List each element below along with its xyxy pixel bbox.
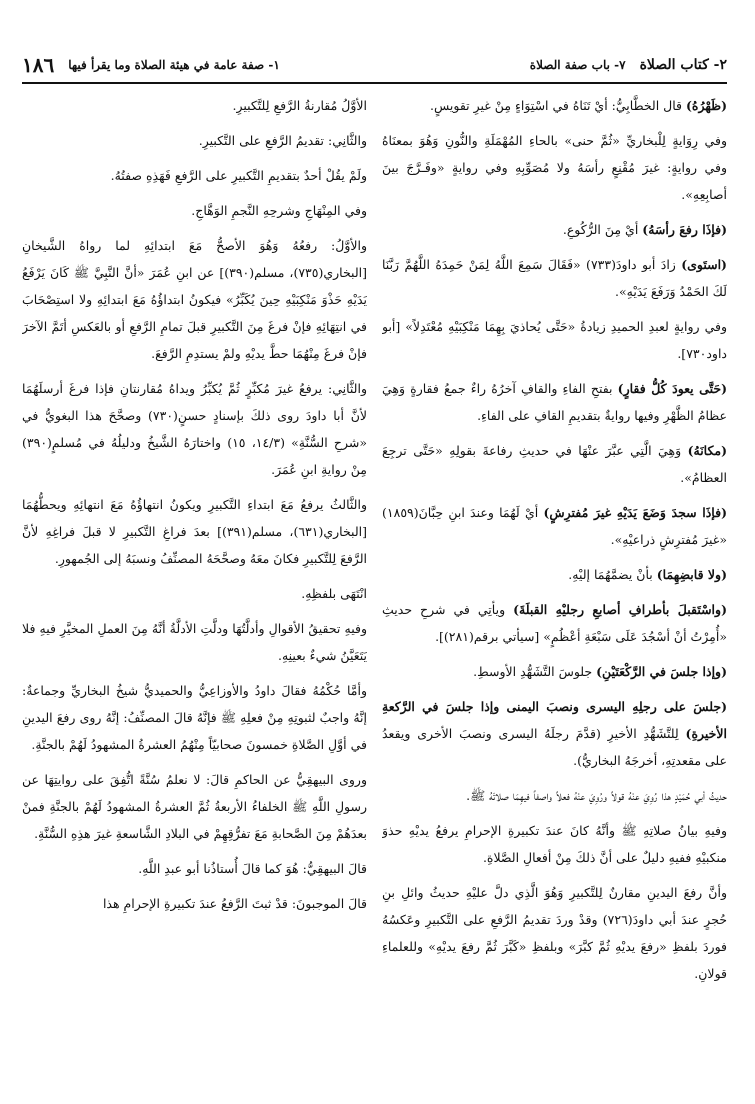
paragraph-lead: (ولا قابضِهِمَا) bbox=[656, 567, 727, 582]
paragraph bbox=[22, 197, 367, 224]
paragraph-text: والثَّانِي: يرفعُ غيرَ مُكبِّرٍ ثُمَّ يُكبِّرُ ويداهُ مُقارنتانِ فإذا فرغَ أرسلَهُمَا لأنَّ أبا داودَ روى ذلكَ بإسنادٍ حسنٍ(٧٣٠) وصحَّحَ هذا البغويُّ في «شرحِ السُّنَّةِ» (١٤/٣، ١٥) واختارَهُ الشَّيخُ ودليلُهُ في مُسلمٍ(٣٩٠) مِنْ روايةِ ابنِ عُمَرَ. bbox=[22, 381, 367, 477]
paragraph-text: حديثُ أبي حُمَيْدٍ هذا رُوِيَ عنْهُ قولاً ورُوِيَ عنْهُ فعلاً واصفاً فيهِمَا صلاتَهُ ﷺ. bbox=[466, 788, 727, 803]
paragraph bbox=[382, 658, 727, 685]
paragraph bbox=[22, 615, 367, 669]
paragraph bbox=[382, 693, 727, 774]
chapter-title: ٢- كتاب الصلاة bbox=[639, 57, 727, 73]
header-rule bbox=[22, 82, 727, 84]
paragraph-text: انْتَهَى بلفظِهِ. bbox=[301, 586, 367, 601]
paragraph-lead: (فإذَا رفعَ رأسَهُ) bbox=[642, 222, 727, 237]
paragraph bbox=[382, 596, 727, 650]
paragraph-lead: (ظَهْرُهُ) bbox=[686, 98, 727, 113]
paragraph-lead: (فإذَا سجدَ وَضَعَ يَدَيْهِ غيرَ مُفترِشٍ) bbox=[543, 505, 727, 520]
paragraph bbox=[22, 855, 367, 882]
paragraph bbox=[382, 313, 727, 367]
paragraph-lead: (وإذا جلسَ في الرَّكْعَتَيْنِ) bbox=[596, 664, 727, 679]
paragraph-text: وروى البيهقِيُّ عن الحاكمِ قالَ: لا نعلمُ سُنَّةً اتُّفِقَ على روايتِهَا عن رسولِ اللَّهِ ﷺ الخلفاءُ الأربعةُ ثُمَّ العشرةُ المشهودُ لَهُمْ بالجنَّةِ فمنْ بعدَهُمْ مِنَ الصَّحابةِ مَعَ تفرُّقِهِمْ في البلادِ الشَّاسعةِ غيرَ هذِهِ السُّنَّةِ. bbox=[22, 772, 367, 841]
paragraph-text: أيْ لَهُمَا وعندَ ابنِ حِبَّانَ(١٨٥٩) «غيرَ مُفترِشٍ ذراعيْهِ». bbox=[382, 505, 727, 547]
paragraph-lead: (مكانَهُ) bbox=[687, 443, 727, 458]
section-title: ٧- باب صفة الصلاة bbox=[529, 58, 626, 72]
paragraph-lead: (جلسَ على رجلِهِ اليسرى ونصبَ اليمنى وإذا جلسَ في الرَّكعةِ الأخيرةِ) bbox=[382, 699, 727, 741]
paragraph-text: بأنْ يضمَّهُمَا إليْهِ. bbox=[568, 567, 657, 582]
paragraph bbox=[382, 251, 727, 305]
paragraph bbox=[22, 890, 367, 917]
paragraph bbox=[382, 375, 727, 429]
paragraph-text: بفتحِ الفاءِ والقافِ آخرُهُ راءٌ جمعُ فقارةٍ وَهِيَ عظامُ الظَّهْرِ وفيها روايةٌ بتقديمِ القافِ على الفاءِ. bbox=[382, 381, 727, 423]
paragraph bbox=[22, 766, 367, 847]
paragraph bbox=[22, 375, 367, 483]
paragraph-text: الأوَّلُ مُقارنةُ الرَّفعِ لِلتَّكبيرِ. bbox=[232, 98, 367, 113]
paragraph-text: أيْ مِنَ الرُّكُوعِ. bbox=[562, 222, 643, 237]
paragraph bbox=[382, 782, 727, 809]
paragraph bbox=[22, 677, 367, 758]
paragraph-text: جلوسَ التَّشَهُّدِ الأوسطِ. bbox=[473, 664, 597, 679]
paragraph bbox=[382, 127, 727, 208]
paragraph bbox=[382, 92, 727, 119]
paragraph-text: ولَمْ يقُلْ أحدٌ بتقديمِ التَّكبيرِ على الرَّفعِ فَهَذِهِ صفتُهُ. bbox=[110, 168, 367, 183]
subsection-title: ١- صفة عامة في هيئة الصلاة وما يقرأ فيها bbox=[68, 58, 280, 72]
paragraph bbox=[22, 491, 367, 572]
paragraph-lead: (استَوى) bbox=[681, 257, 727, 272]
paragraph-text: وفي رِوَايةٍ لِلْبخاريِّ «ثُمَّ حنى» بالحاءِ المُهْمَلَةِ والنُّونِ وَهُوَ بمعنَاهُ وفي روايةٍ: غيرَ مُقْنِعٍ رأسَهُ ولا مُصَوِّبِهِ وفي روايةٍ «وفَـرَّجَ بينَ أصابِعِهِ». bbox=[382, 133, 727, 202]
paragraph-text: وأنَّ رفعَ اليدينِ مقارنٌ لِلتَّكبيرِ وَهُوَ الَّذِي دلَّ عليْهِ حديثُ وائلِ بنِ حُجرٍ عندَ أبي داودَ(٧٢٦) وقدْ وردَ تقديمُ الرَّفعِ على التَّكبيرِ وعَكسُهُ فوردَ بلفظِ «رفعَ يديْهِ ثُمَّ كبَّرَ» وبلفظِ «كَبَّرَ ثُمَّ رفعَ يديْهِ» وللعلماءِ قولانِ. bbox=[382, 885, 727, 981]
paragraph-text: وفيهِ بيانُ صلاتِهِ ﷺ وأنَّهُ كانَ عندَ تكبيرةِ الإحرامِ يرفعُ يديْهِ حذوَ منكبيْهِ ففيهِ دليلٌ على أنَّ ذلكَ مِنْ أفعالِ الصَّلاةِ. bbox=[382, 823, 727, 865]
paragraph-text: زادَ أبو داودَ(٧٣٣) «فَقَالَ سَمِعَ اللَّهُ لِمَنْ حَمِدَهُ اللَّهُمَّ رَبَّنَا لَكَ الحَمْدُ وَرَفَعَ يَدَيْهِ». bbox=[382, 257, 727, 299]
paragraph bbox=[382, 216, 727, 243]
paragraph-text: وفيهِ تحقيقُ الأقوالِ وأدلَّتُهَا ودلَّتِ الأدلَّةُ أنَّهُ مِنَ العملِ المخيَّرِ فيهِ فلا يَتَعَيَّنُ شيءٌ بعينِهِ. bbox=[22, 621, 367, 663]
paragraph bbox=[382, 499, 727, 553]
header-right-group bbox=[530, 57, 727, 73]
running-header bbox=[22, 50, 727, 80]
paragraph-text: قالَ البيهقِيُّ: هُوَ كما قالَ أُستاذُنا أبو عبدِ اللَّهِ. bbox=[138, 861, 367, 876]
paragraph-text: وفي المِنْهَاجِ وشرحِهِ النَّجمِ الوَهَّاجِ. bbox=[191, 203, 367, 218]
paragraph-text: وفي روايةٍ لعبدِ الحميدِ زيادةُ «حَتَّى يُحاذيَ بِهِمَا مَنْكِبَيْهِ مُعْتَدِلاً» [أبو داود٧٣٠]. bbox=[382, 319, 727, 361]
page-number: ١٨٦ bbox=[22, 53, 55, 77]
paragraph bbox=[22, 580, 367, 607]
header-left-group bbox=[22, 53, 280, 77]
paragraph-text: قال الخطَّابِيُّ: أيْ تَنَاهُ في اسْتِوَاءٍ مِنْ غيرِ تقويسٍ. bbox=[430, 98, 686, 113]
paragraph-text: ويأتِي في شرحِ حديثِ «أُمِرْتُ أنْ أسْجُدَ عَلَى سَبْعَةِ أعْظُمٍ» [سيأتي برقم(٢٨١)]. bbox=[382, 602, 727, 644]
paragraph bbox=[382, 437, 727, 491]
paragraph-text: والثَّالثُ يرفعُ مَعَ ابتداءِ التَّكبيرِ ويكونُ انتهاؤُهُ مَعَ انتهائِهِ ويحطُّهُمَا [البخاري(٦٣١)، مسلم(٣٩١)] بعدَ فراغِ التَّكبيرِ لا قبلَ فراغِهِ لأنَّ الرَّفعَ لِلتَّكبيرِ فكانَ معَهُ وصحَّحَهُ المصنِّفُ ونسبَهُ إلى الجُمهورِ. bbox=[22, 497, 367, 566]
left-column bbox=[22, 92, 367, 1090]
paragraph-lead: (واسْتَقبلَ بأطرافِ أصابعِ رجليْهِ القبلَةَ) bbox=[513, 602, 727, 617]
paragraph bbox=[22, 92, 367, 119]
paragraph-text: قالَ الموجبونَ: قدْ ثبتَ الرَّفعُ عندَ تكبيرةِ الإحرامِ هذا bbox=[102, 896, 367, 911]
paragraph-lead: (حَتَّى يعودَ كُلُّ فقارٍ) bbox=[617, 381, 727, 396]
paragraph-text: وأمَّا حُكْمُهُ فقالَ داودُ والأوزاعِيُّ والحميديُّ شيخُ البخاريِّ وجماعةٌ: إنَّهُ واجبٌ لثبوتِهِ مِنْ فعلِهِ ﷺ فإنَّهُ قالَ المصنِّفُ: إنَّهُ روى رفعَ اليدينِ في أوَّلِ الصَّلاةِ خمسونَ صحابيّاً مِنْهُمُ العشرةُ المشهودُ لَهُمْ بالجنَّةِ. bbox=[22, 683, 367, 752]
paragraph bbox=[22, 162, 367, 189]
paragraph bbox=[382, 817, 727, 871]
paragraph bbox=[382, 879, 727, 987]
paragraph-text: لِلتَّشَهُّدِ الأخيرِ (قدَّمَ رجلَهُ اليسرى ونصبَ الأخرى ويقعدُ على مقعدتِهِ، أخرجَهُ البخاريُّ). bbox=[382, 726, 727, 768]
paragraph bbox=[22, 127, 367, 154]
paragraph bbox=[22, 232, 367, 367]
right-column bbox=[382, 92, 727, 1090]
paragraph-text: وَهِيَ الَّتِي عبَّرَ عنْهَا في حديثِ رفاعةَ بقولِهِ «حَتَّى ترجِعَ العظامُ». bbox=[382, 443, 727, 485]
paragraph-text: والأوَّلُ: رفعُهُ وَهُوَ الأصحُّ مَعَ ابتدائِهِ لما رواهُ الشَّيخانِ [البخاري(٧٣٥)، مسلم(٣٩٠)] عن ابنِ عُمَرَ «أنَّ النَّبِيَّ ﷺ كَانَ يَرْفَعُ يَدَيْهِ حَذْوَ مَنْكِبَيْهِ حِينَ يُكَبِّرُ» فيكونُ ابتداؤُهُ مَعَ ابتدائِهِ ولا استِصْحَابَ في انتِهَائِهِ فإنْ فرغَ مِنَ التَّكبيرِ قبلَ تمامِ الرَّفعِ أو بالعَكسِ أتَمَّ الآخرَ فإنْ فرغَ مِنْهُمَا حطَّ يديْهِ ولمْ يستدِمِ الرَّفعَ. bbox=[22, 238, 367, 361]
paragraph bbox=[382, 561, 727, 588]
paragraph-text: والثَّانِي: تقديمُ الرَّفعِ على التَّكبيرِ. bbox=[198, 133, 367, 148]
